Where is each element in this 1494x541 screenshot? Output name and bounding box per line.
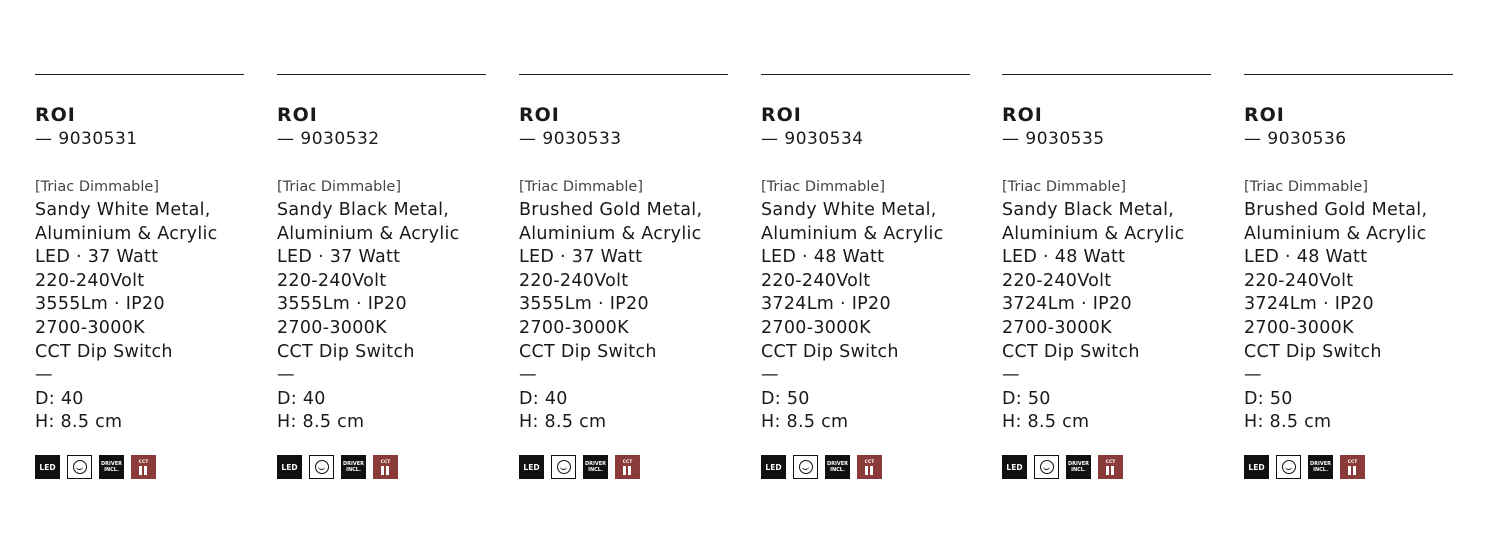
spec-line: D: 40 [35,388,84,409]
spec-line: D: 50 [1244,388,1293,409]
product-name: ROI [277,104,318,126]
spec-line: Aluminium & Acrylic [277,223,460,244]
driver-included-icon [825,455,850,479]
spec-line: Sandy White Metal, [35,200,211,220]
driver-icon-line2: INCL. [1071,467,1086,473]
spec-line: D: 50 [761,388,810,409]
cct-icon-label: CCT [622,459,633,465]
spec-line: CCT Dip Switch [35,341,173,362]
led-icon: LED [519,455,544,479]
spec-line: LED · 37 Watt [519,247,643,268]
spec-line: D: 40 [519,388,568,409]
dimmable-icon [309,455,334,479]
driver-icon-line1: DRIVER [827,461,848,467]
product-code: — 9030534 [761,129,864,149]
spec-line: 2700-3000K [1244,317,1354,338]
spec-line: — [1244,365,1262,386]
divider-rule [1244,74,1453,75]
driver-icon-line2: INCL. [104,467,119,473]
spec-line: Sandy Black Metal, [1002,200,1175,220]
dimmable-icon [1034,455,1059,479]
cct-icon-label: CCT [1105,459,1116,465]
spec-line: H: 8.5 cm [1244,412,1332,433]
driver-icon-line2: INCL. [588,467,603,473]
spec-list [761,199,944,435]
spec-line: H: 8.5 cm [1002,412,1090,433]
spec-line: CCT Dip Switch [277,341,415,362]
driver-included-icon [1308,455,1333,479]
spec-line: 3555Lm · IP20 [277,294,407,315]
divider-rule [1002,74,1211,75]
product-column [35,74,244,473]
product-code: — 9030536 [1244,129,1347,149]
dimmable-icon [1276,455,1301,479]
product-name: ROI [761,104,802,126]
spec-line: Brushed Gold Metal, [519,200,703,220]
spec-line: Aluminium & Acrylic [761,223,944,244]
spec-line: 2700-3000K [519,317,629,338]
spec-line: 220-240Volt [1002,270,1112,291]
spec-line: H: 8.5 cm [761,412,849,433]
spec-line: 220-240Volt [519,270,629,291]
product-code: — 9030533 [519,129,622,149]
driver-included-icon [1066,455,1091,479]
cct-switch-icon [131,455,156,479]
spec-list [519,199,702,435]
spec-line: LED · 48 Watt [1244,247,1368,268]
divider-rule [277,74,486,75]
product-name: ROI [1244,104,1285,126]
product-column [1002,74,1211,473]
driver-icon-line2: INCL. [346,467,361,473]
cct-icon-label: CCT [380,459,391,465]
product-name: ROI [1002,104,1043,126]
product-code: — 9030531 [35,129,138,149]
driver-included-icon [99,455,124,479]
spec-line: CCT Dip Switch [519,341,657,362]
spec-line: Sandy White Metal, [761,200,937,220]
spec-list [1002,199,1185,435]
dimmable-tag: [Triac Dimmable] [519,179,643,195]
spec-line: Aluminium & Acrylic [35,223,218,244]
product-column [1244,74,1453,473]
driver-icon-line2: INCL. [1313,467,1328,473]
cct-icon-label: CCT [1347,459,1358,465]
feature-icons [761,455,882,479]
spec-line: 220-240Volt [35,270,145,291]
spec-line: — [519,365,537,386]
driver-included-icon [583,455,608,479]
spec-line: CCT Dip Switch [761,341,899,362]
spec-line: Brushed Gold Metal, [1244,200,1428,220]
cct-switch-icon [615,455,640,479]
product-code: — 9030532 [277,129,380,149]
divider-rule [519,74,728,75]
spec-line: 220-240Volt [761,270,871,291]
spec-line: — [35,365,53,386]
spec-line: Aluminium & Acrylic [519,223,702,244]
spec-line: 3555Lm · IP20 [35,294,165,315]
spec-line: Aluminium & Acrylic [1244,223,1427,244]
cct-switch-icon [1098,455,1123,479]
spec-line: 3724Lm · IP20 [1002,294,1132,315]
feature-icons [277,455,398,479]
driver-included-icon [341,455,366,479]
product-column [277,74,486,473]
dimmable-icon [793,455,818,479]
spec-line: D: 50 [1002,388,1051,409]
product-column [519,74,728,473]
spec-line: LED · 48 Watt [761,247,885,268]
spec-line: 3555Lm · IP20 [519,294,649,315]
led-icon: LED [761,455,786,479]
dimmable-tag: [Triac Dimmable] [1002,179,1126,195]
spec-line: CCT Dip Switch [1244,341,1382,362]
spec-line: 220-240Volt [277,270,387,291]
led-icon: LED [277,455,302,479]
dimmable-icon [67,455,92,479]
cct-switch-icon [857,455,882,479]
divider-rule [761,74,970,75]
driver-icon-line2: INCL. [830,467,845,473]
spec-list [35,199,218,435]
spec-line: Sandy Black Metal, [277,200,450,220]
spec-line: LED · 37 Watt [277,247,401,268]
driver-icon-line1: DRIVER [101,461,122,467]
spec-list [1244,199,1427,435]
driver-icon-line1: DRIVER [1310,461,1331,467]
spec-line: Aluminium & Acrylic [1002,223,1185,244]
spec-line: LED · 37 Watt [35,247,159,268]
feature-icons [519,455,640,479]
spec-line: H: 8.5 cm [519,412,607,433]
product-name: ROI [519,104,560,126]
spec-line: — [761,365,779,386]
spec-line: CCT Dip Switch [1002,341,1140,362]
driver-icon-line1: DRIVER [343,461,364,467]
feature-icons [35,455,156,479]
product-name: ROI [35,104,76,126]
spec-line: 2700-3000K [277,317,387,338]
feature-icons [1244,455,1365,479]
spec-line: H: 8.5 cm [277,412,365,433]
spec-line: H: 8.5 cm [35,412,123,433]
cct-switch-icon [373,455,398,479]
spec-line: 3724Lm · IP20 [1244,294,1374,315]
spec-line: — [1002,365,1020,386]
spec-line: 2700-3000K [35,317,145,338]
led-icon: LED [1002,455,1027,479]
dimmable-tag: [Triac Dimmable] [1244,179,1368,195]
driver-icon-line1: DRIVER [585,461,606,467]
led-icon: LED [35,455,60,479]
divider-rule [35,74,244,75]
spec-line: 3724Lm · IP20 [761,294,891,315]
dimmable-tag: [Triac Dimmable] [277,179,401,195]
product-code: — 9030535 [1002,129,1105,149]
cct-icon-label: CCT [138,459,149,465]
spec-line: 2700-3000K [1002,317,1112,338]
dimmable-tag: [Triac Dimmable] [761,179,885,195]
dimmable-tag: [Triac Dimmable] [35,179,159,195]
spec-line: 2700-3000K [761,317,871,338]
spec-line: LED · 48 Watt [1002,247,1126,268]
led-icon: LED [1244,455,1269,479]
driver-icon-line1: DRIVER [1068,461,1089,467]
cct-icon-label: CCT [864,459,875,465]
dimmable-icon [551,455,576,479]
spec-line: 220-240Volt [1244,270,1354,291]
cct-switch-icon [1340,455,1365,479]
spec-line: — [277,365,295,386]
product-column [761,74,970,473]
feature-icons [1002,455,1123,479]
spec-line: D: 40 [277,388,326,409]
spec-list [277,199,460,435]
